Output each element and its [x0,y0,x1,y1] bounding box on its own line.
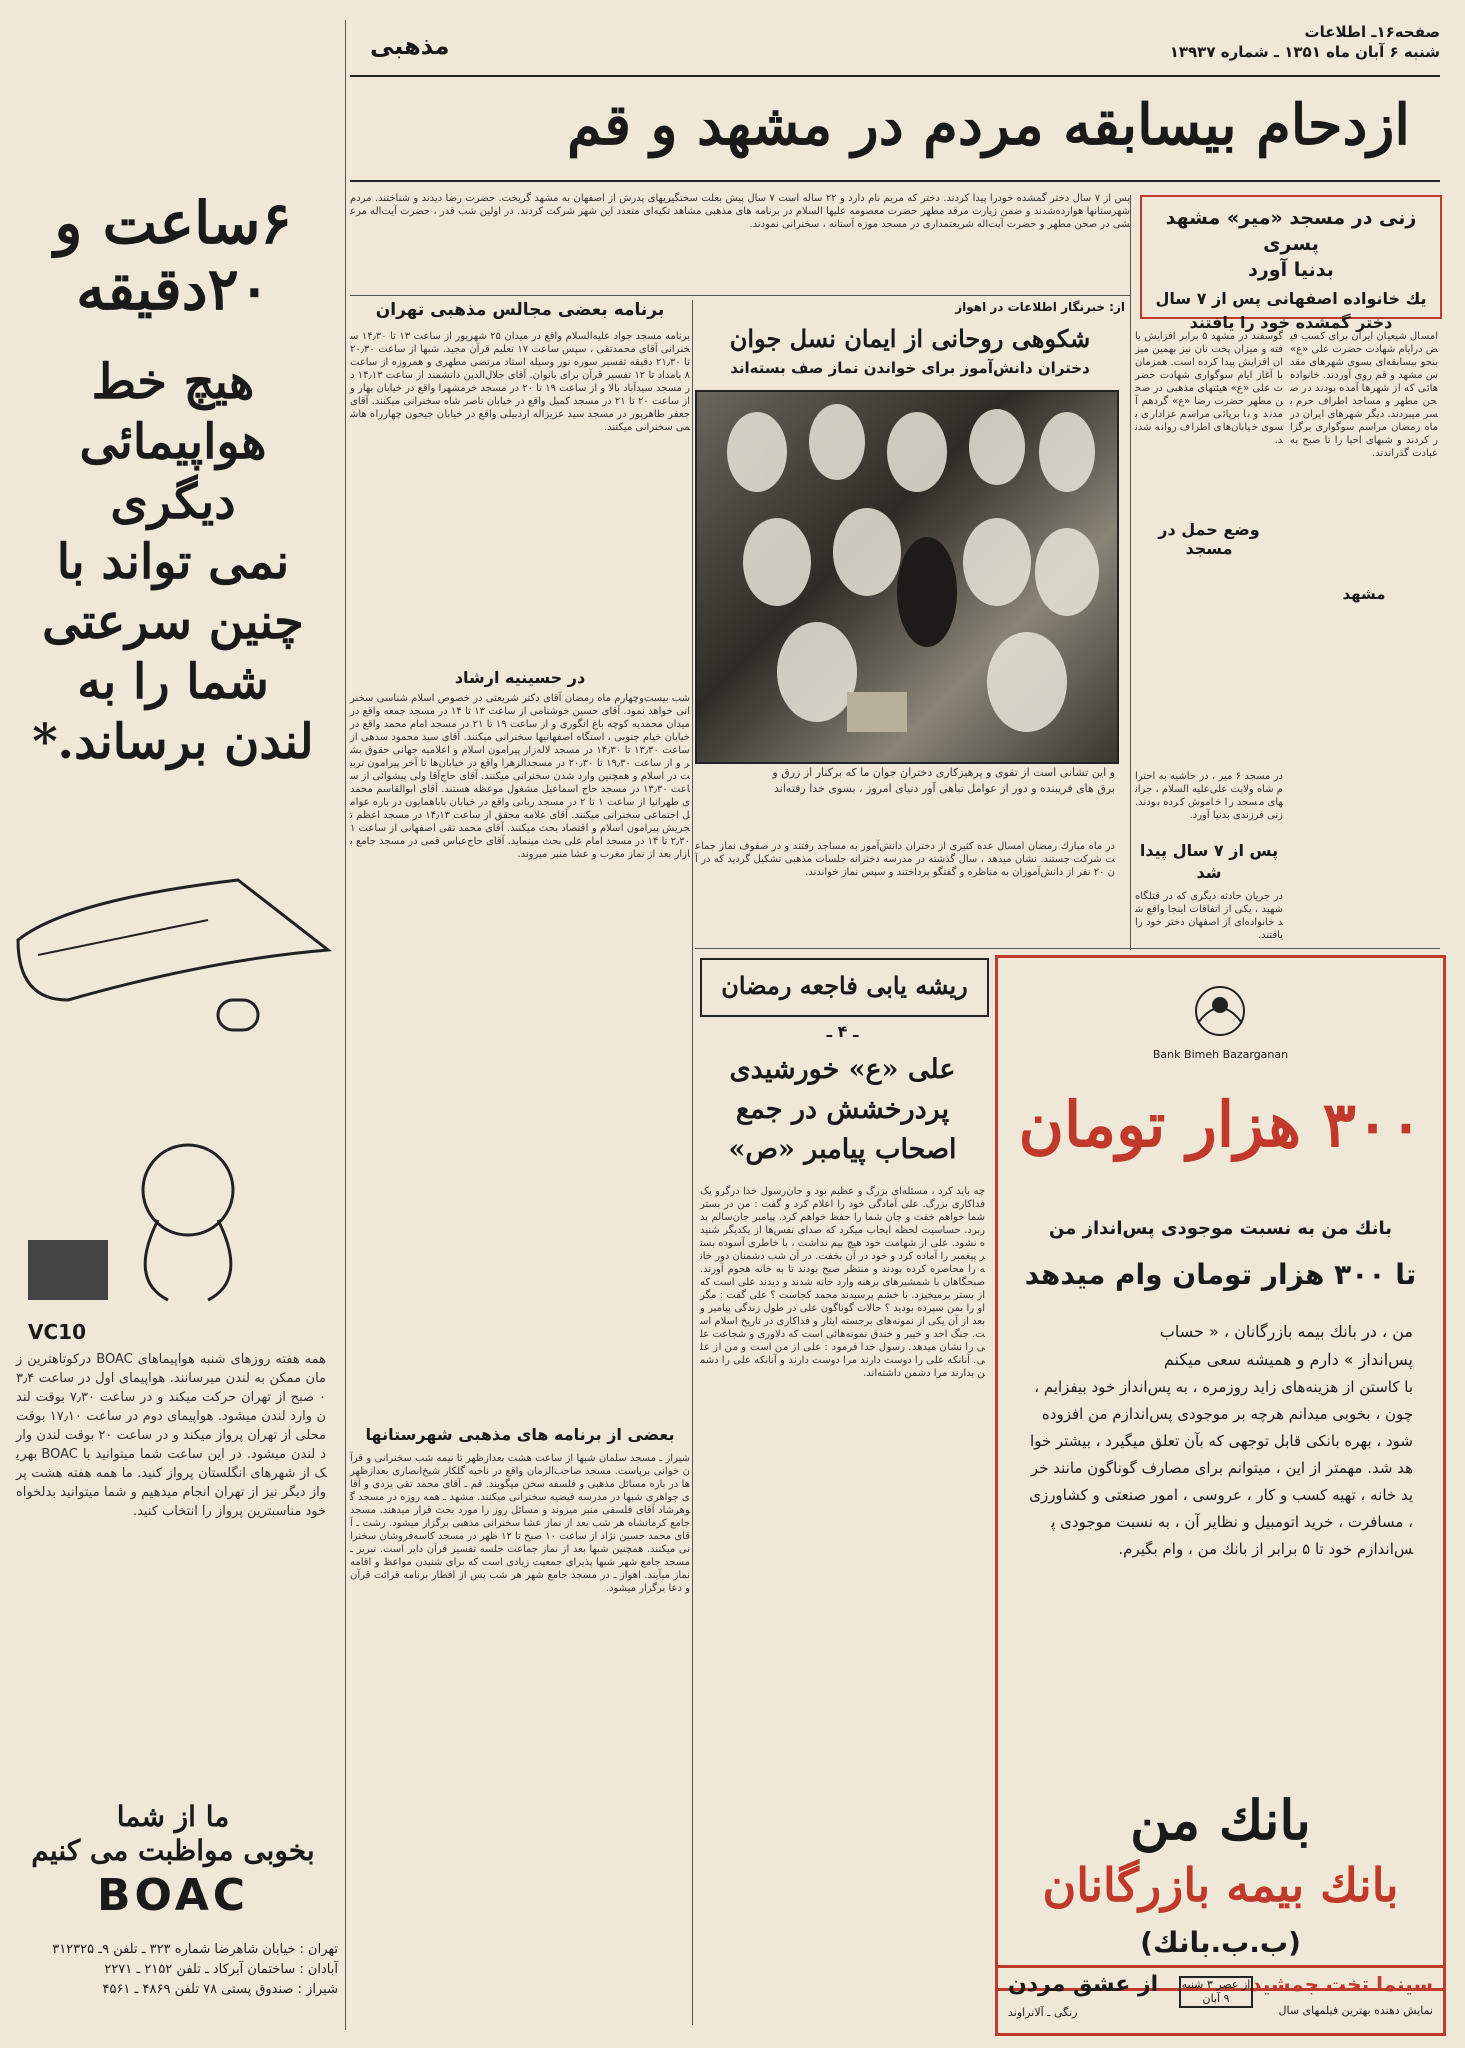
story-youth-byline: از: خبرنگار اطلاعات در اهواز [955,300,1125,314]
ad-slogan-line-1: ما از شما [116,1800,230,1833]
date-line: شنبه ۶ آبان ماه ۱۳۵۱ ـ شماره ۱۳۹۳۷ [1169,43,1440,61]
middle-horizontal-divider [695,948,1440,949]
headline-story-text: پس از ۷ سال دختر گمشده خودرا پیدا کردند. دختر که مریم نام دارد و ۲۲ ساله است ۷ سال پیش بعلت سختگیریهای پدرش از اصفهان به مشهد گریخت. حضرت رضا دیدند و شناختند. مردم شهرستانها هوارده‌شدند و ضمن زیارت مرقد مطهر حضرت معصومه علیها السلام در برنامه های مذهبی مشاهد تکیه‌ای متعدد این شهر شرکت کردند. در اولین شب قدر ، حضرت آیت‌اله مرعشی در صحن مطهر و حضرت آیت‌اله شریعتمداری در مسجد موزه آستانه ، سخنرانی نمودند. [346,193,1130,230]
bank-ad-line-2: تا ۳۰۰ هزار تومان وام میدهد [1024,1258,1417,1291]
page-info [1170,22,1440,62]
tehran-programs-title: برنامه بعضی مجالس مذهبی تهران [375,300,665,320]
headline-text: ازدحام بیسابقه مردم در مشهد و قم [566,92,1410,158]
story-youth-body: در ماه مبارك رمضان امسال عده کثیری از دختران دانش‌آموز به مساجد رفتند و در صفوف نماز جماعت شرکت جستند. نشان میدهد ، سال گذشته در مدرسه دخترانه جلسات مذهبی تشکیل گردید که در آن ۲۰ نفر از دانش‌آموزان به مناظره و گفتگو پرداختند و سپس نماز خواندند. [695,841,1115,878]
story-woman-column-1: امسال شیعیان ایران برای کسب فیض درایام شهادت حضرت علی «ع» بنحو بیسابقه‌ای بسوی شهرهای مقدس مشهد و قم روی آوردند. خانواده هائی که از شهرها آمده بودند در صحن مطهر و مساجد اطراف حرم بسر میبردند. دیگر شهرهای ایران در ماه رمضان مراسم سوگواری برگزار کردند و شبهای احیا را تا صبح به عبادت گذراندند. [1286,331,1438,459]
bank-ad-body-paragraph: با کاستن از هزینه‌های زاید روزمره ، به پس‌انداز خود بیفزایم ، چون ، بخوبی میدانم هرچه بر موجودی پس‌اندازم من افزوده شود ، بهره بانکی قابل توجهی که بآن تعلق میگیرد ، بیشتر خواهد شد. مهمتر از این ، میتوانم برای مصارف گوناگون مانند خرید خانه ، تهیه کسب و کار ، عروسی ، امور صنعتی و کشاورزی ، مسافرت ، خرید اتومبیل و نظایر آن ، به نسبت موجودی پس‌اندازم خود تا ۵ برابر از بانك من ، وام بگیرم. [1024,1378,1413,1558]
cinema-name: سینما تخت جمشید [1251,1972,1433,1996]
vc10-label: VC10 [28,1320,86,1344]
ramadan-title-line-2: پردرخشش در جمع [735,1094,950,1125]
ramadan-story-body: چه باید کرد ، مسئله‌ای بزرگ و عظیم بود و جان‌رسول خدا درگرو یک فداکاری بزرگ. علی آمادگی خود را اعلام کرد و گفت : من در بستر شما خواهم خفت و جان شما را حفظ خواهم کرد. پیامبر جان‌سالم بدربرد. حساسیت لحظه ایجاب میکرد که صدای نفس‌ها از یکدیگر شنیده نشود. علی از شهامت خود هیچ بیم نداشت ، با خاطری آسوده بستر پیغمبر را آماده کرد و خود در آن بخفت. در آن شب دشمنان دور خانه را محاصره کرده بودند و منتظر صبح بودند تا به خانه هجوم آورند. صبحگاهان با شمشیرهای برهنه وارد خانه شدند و دیدند علی است که از بستر برمیخیزد. با خشم پرسیدند محمد کجاست ؟ علی گفت : مگر او را بمن سپرده بودید ؟ حالات گوناگون علی در طول زندگی پیامبر و بعد از آن یکی از نمونه‌های برجسته ایثار و فداکاری در تاریخ اسلام است. جنگ احد و خیبر و خندق نمونه‌هائی است که دلاوری و شجاعت علی را نشان میدهد. رسول خدا فرمود : علی از من است و من از علی. آنانکه علی را دوست دارند مرا دوست دارند و آنانکه علی را دشمن بدارند مرا دشمن داشته‌اند. [696,1186,986,1379]
story-youth-subtitle: دختران دانش‌آموز برای خواندن نماز صف بسته‌اند [730,359,1090,377]
ad-body-line-3: دیگری [110,474,236,530]
ramadan-title-line-3: اصحاب پیامبر «ص» [728,1134,957,1165]
story-woman-sub-2: دختر گمشده خود را یافتند [1189,313,1393,332]
address-abadan: آبادان : ساختمان آبرکاد ـ تلفن ۲۱۵۲ ـ ۲۲۷۱ [104,1962,338,1977]
ad-body-line-6: شما را به [77,654,269,710]
photo-caption-line-2: برق های فریبنده و دور از عوامل تباهی آور دنیای امروز ، بسوی خدا رفته‌اند [774,782,1115,795]
boac-logo: BOAC [96,1870,250,1921]
bank-ad-line-1: بانك من به نسبت موجودی پس‌انداز من [1049,1218,1392,1239]
ad-addresses [8,1940,338,2000]
cinema-film-format: رنگی ـ آلانراوند [1008,2006,1078,2019]
boac-advertisement [8,20,338,2030]
tehran-programs-text-2: شب بیست‌وچهارم ماه رمضان آقای دکتر شریعتی در خصوص اسلام شناسی سخنرانی خواهد نمود. آقای حسین خوشنامی از ساعت ۱۳ تا ۱۴ در مسجد جمعه واقع در میدان محمدیه کوچه باغ انگوری و از ساعت ۱۹ تا ۲۱ در مسجد امام محمد واقع در خیابان خیام جنوبی ، استگاه اصفهانیها سخنرانی میکنند. آقای سید محمود سدهی از ساعت ۱۳٫۳۰ تا ۱۴٫۳۰ در مسجد لاله‌زار پیرامون اسلام و اعلامیه جهانی حقوق بشر و از ساعت ۱۹٫۳۰ تا ۲۰٫۳۰ در مسجدالزهرا واقع در خیابان‌ها تا آخر پیرامون تربیت در اسلام و همچنین وارد شدن سخنرانی میکنند. آقای حاج‌آقا ولی پیشوائی از ساعت ۱۳٫۳۰ در مسجد حاج اسماعیل مشغول موعظه هستند. آقای ابوالقاسم محمدی طهرانیا از ساعت ۱ تا ۲ در مسجد ربانی واقع در خیابان باباهمایون در باره عوامل اجتماعی سخنرانی میکنند. آقای علامه محقق از ساعت ۱۴٫۱۳ در مسجد اعظم تجریش پیرامون اسلام و اقتصاد بحث میکنند. آقای محمد تقی اصفهانی از ساعت ۱۲٫۳۰ تا ۱۴ در مسجد امام علی بحث مینماید. آقای حاج‌عباس قمی در مسجد جامع بازار بعد از نماز مغرب و عشا منبر میروند. [346,693,691,860]
praying-girls-photo [695,390,1119,764]
bank-name-line-3: (ب.ب.بانك) [1140,1926,1301,1959]
masthead [350,20,1440,77]
ad-title-line-2: ۲۰دقیقه [76,255,270,323]
tehran-programs-header [350,300,690,320]
right-column-divider [1130,195,1131,950]
cinema-showtime: از عصر ۳ شنبه ۹ آبان [1179,1976,1253,2008]
other-programs-title: بعضی از برنامه های مذهبی شهرستانها [365,1425,675,1444]
cinema-takht-jamshid-ad [995,1965,1446,2036]
middle-column-divider [692,300,693,2025]
bank-ad-body-line-1: من ، در بانك بیمه بازرگانان ، « حساب [1159,1322,1413,1341]
lion-sun-emblem-icon [1178,983,1263,1043]
ad-body-paragraph: همه هفته روزهای شنبه هواپیماهای BOAC دركوتاهترين زمان ممكن به لندن ميرسانند. هواپيماى اول در ساعت ۳٫۴۰ صبح از تهران حرکت میکند و در ساعت ۷٫۳۰ بوقت لندن وارد لندن ميشود. هواپيماى دوم در ساعت ۱۷٫۱۰ بوقت محلی از تهران پرواز میکند و در ساعت ۲۰ بوقت لندن وارد لندن میشود. در این ساعت شما میتوانید با BOAC بهریک از شهرهای انگلستان پرواز کنید. ما همه هفته هشت پرواز دیگر نیز از تهران انجام میدهیم و شما میتوانید بدلخواه خود مناسبترین پرواز را انتخاب کنید. [11,1352,327,1519]
ramadan-box-title: ریشه یابی فاجعه رمضان [721,971,968,1000]
ad-title-line-1: ۶ساعت و [54,189,292,257]
heading-mashhad: مشهد [1342,585,1386,603]
bank-bimeh-bazarganan-ad [995,955,1446,1991]
story-woman-title-2: بدنیا آورد [1248,259,1334,281]
page-number-line: صفحه۱۶ـ اطلاعات [1304,23,1440,41]
ad-body-line-2: هواپیمائی [79,414,267,470]
airplane-cartoon-illustration [8,860,338,1310]
ad-body-line-5: چنین سرعتی [42,594,304,650]
bank-logo-text: Bank Bimeh Bazarganan [1152,1048,1289,1061]
main-headline [350,88,1440,182]
ramadan-title-line-1: علی «ع» خورشیدی [729,1054,956,1085]
bank-ad-amount: ۳۰۰ هزار تومان [1018,1088,1423,1161]
section-label: مذهبی [370,32,450,60]
heading-found-after-seven-years: پس از ۷ سال پیدا شد [1139,841,1279,882]
photo-caption-line-1: و این تشانی است از تقوی و پرهیزکاری دختران جوان ما که برکنار از زرق و [772,766,1115,779]
bank-name-line-1: بانك من [1130,1788,1311,1852]
bank-ad-body [1024,1318,1413,1563]
heading-birth-in-mosque: وضع حمل در مسجد [1158,520,1260,558]
photo-caption [695,765,1115,835]
ramadan-box [700,958,989,1017]
story-woman-title-1: زنی در مسجد «میر» مشهد پسری [1165,207,1417,255]
upper-strip-divider [350,295,1130,296]
ad-body-line-7: لندن برساند.* [32,714,314,770]
story-woman-column-2: گوسفند در مشهد ۵ برابر افزایش یافته و میزان پخت نان نیز بهمین میزان افزایش پیدا کرده است. همزمان با آغاز ایام سوگواری شهادت حضرت علی «ع» هیئتهای مذهبی در صحن مطهر حضرت رضا «ع» گردهم آمدند و با برپائی مراسم عزاداری بسوی خیابان‌های اطراف روانه شدند. [1131,331,1284,446]
praying-girls-photo-graphic [697,392,1117,762]
bank-name-line-2: بانك بیمه بازرگانان [1042,1858,1399,1912]
story-woman-column-3: در مسجد ۶ میر ، در حاشیه به احترام شاه ولایت علی‌علیه السلام ، جرانهای مسجد را خاموش کرده بودند. زنی فرزندی بدنیا آورد. [1131,771,1283,821]
story-woman-sub-1: یك خانواده اصفهانی پس از ۷ سال [1155,289,1427,308]
cinema-tagline: نمایش دهنده بهترین فیلمهای سال [1278,2004,1433,2017]
ad-body-line-4: نمی تواند با [56,534,290,590]
left-column-divider [345,20,346,2030]
story-woman-box [1140,195,1442,332]
ramadan-part-number: ـ ۴ ـ [826,1022,859,1041]
address-tehran: تهران : خیابان شاهرضا شماره ۳۲۳ ـ تلفن ۹ـ ۳۱۲۳۲۵ [52,1942,338,1957]
address-shiraz: شیراز : صندوق پستی ۷۸ تلفن ۴۸۶۹ ـ ۴۵۶۱ [102,1982,338,1997]
ad-slogan-line-2: بخوبی مواظبت می کنیم [31,1834,315,1867]
cinema-film-title: از عشق مردن [1008,1972,1159,1997]
other-programs-text: شیراز ـ مسجد سلمان شبها از ساعت هشت بعدازظهر تا نیمه شب سخنرانی و قرآن خوانی برپاست. مسجد صاحب‌الزمان واقع در ناحیه گلکار شیخ‌انصاری بعدازظهرها در باره مسائل مذهبی و فلسفه سخن میگویند. قم ـ آقای محمد تقی یزدی و آقای جواهری شبها در مدرسه فیضیه سخنرانی میکنند. مشهد ـ همه روزه در مسجد گوهرشاد آقای فلسفی منبر میروند و مسائل روز را مورد بحث قرار میدهند. مسجد جامع کرمانشاه هر شب بعد از نماز عشا سخنرانی مذهبی برگزار میشود. رشت ـ آقای محمد حسین نژاد از ساعت ۱۰ صبح تا ۱۲ ظهر در مسجد کاسه‌فروشان سخنرانی میکنند. همچنین شبها بعد از نماز جماعت جلسه تفسیر قرآن دایر است. تبریز ـ مسجد جامع شهر شبها پذیرای جمعیت زیادی است که برای شنیدن مواعظ و اقامه نماز میآیند. اهواز ـ در مسجد جامع شهر هر شب پس از افطار برنامه قرائت قرآن و دعا برگزار میشود. [346,1453,691,1594]
story-youth-title: شکوهی روحانی از ایمان نسل جوان [729,324,1091,353]
story-woman-column-4: در جریان حادثه دیگری که در قتلگاه شهید ، یکی از اتفاقات اینجا واقع شد خانواده‌ای از اصفهان دختر خود را یافتند. [1131,891,1284,941]
bank-ad-body-line-2: پس‌انداز » دارم و همیشه سعی میکنم [1163,1350,1413,1369]
tehran-programs-text-1: برنامه مسجد جواد علیه‌السلام واقع در میدان ۲۵ شهریور از ساعت ۱۳ تا ۱۴٫۳۰ سخنرانی آقای محمدتقی ، سپس ساعت ۱۷ تعلیم قرآن مجید. شبها از ساعت ۲۰٫۳۰ تا ۲۱٫۳۰ دقیقه تفسیر سوره نور وسیله استاد مرتضی مطهری و همروزه از ساعت ۸ بامداد تا ۱۲ تفسیر قرآن برای بانوان. آقای جلال‌الدین دانشمند از ساعت ۱۴٫۱۳ در مسجد سیدآباد بالا و از ساعت ۱۹ تا ۲۰ در مسجد خرمشهرا واقع در خیابان بهار و از ساعت ۲۰ تا ۲۱ در مسجد کمیل واقع در خیابان ناصر شاه سخنرانی میکنند. آقای جعفر طاهرپور در مسجد سید عزیزاله اردبیلی واقع در خیابان جیحون چهارراه هاشمی سخنرانی میکنند. [346,331,691,433]
ad-body-line-1: هیچ خط [91,354,255,410]
heading-hosseinieh-ershad: در حسینیه ارشاد [454,668,586,687]
